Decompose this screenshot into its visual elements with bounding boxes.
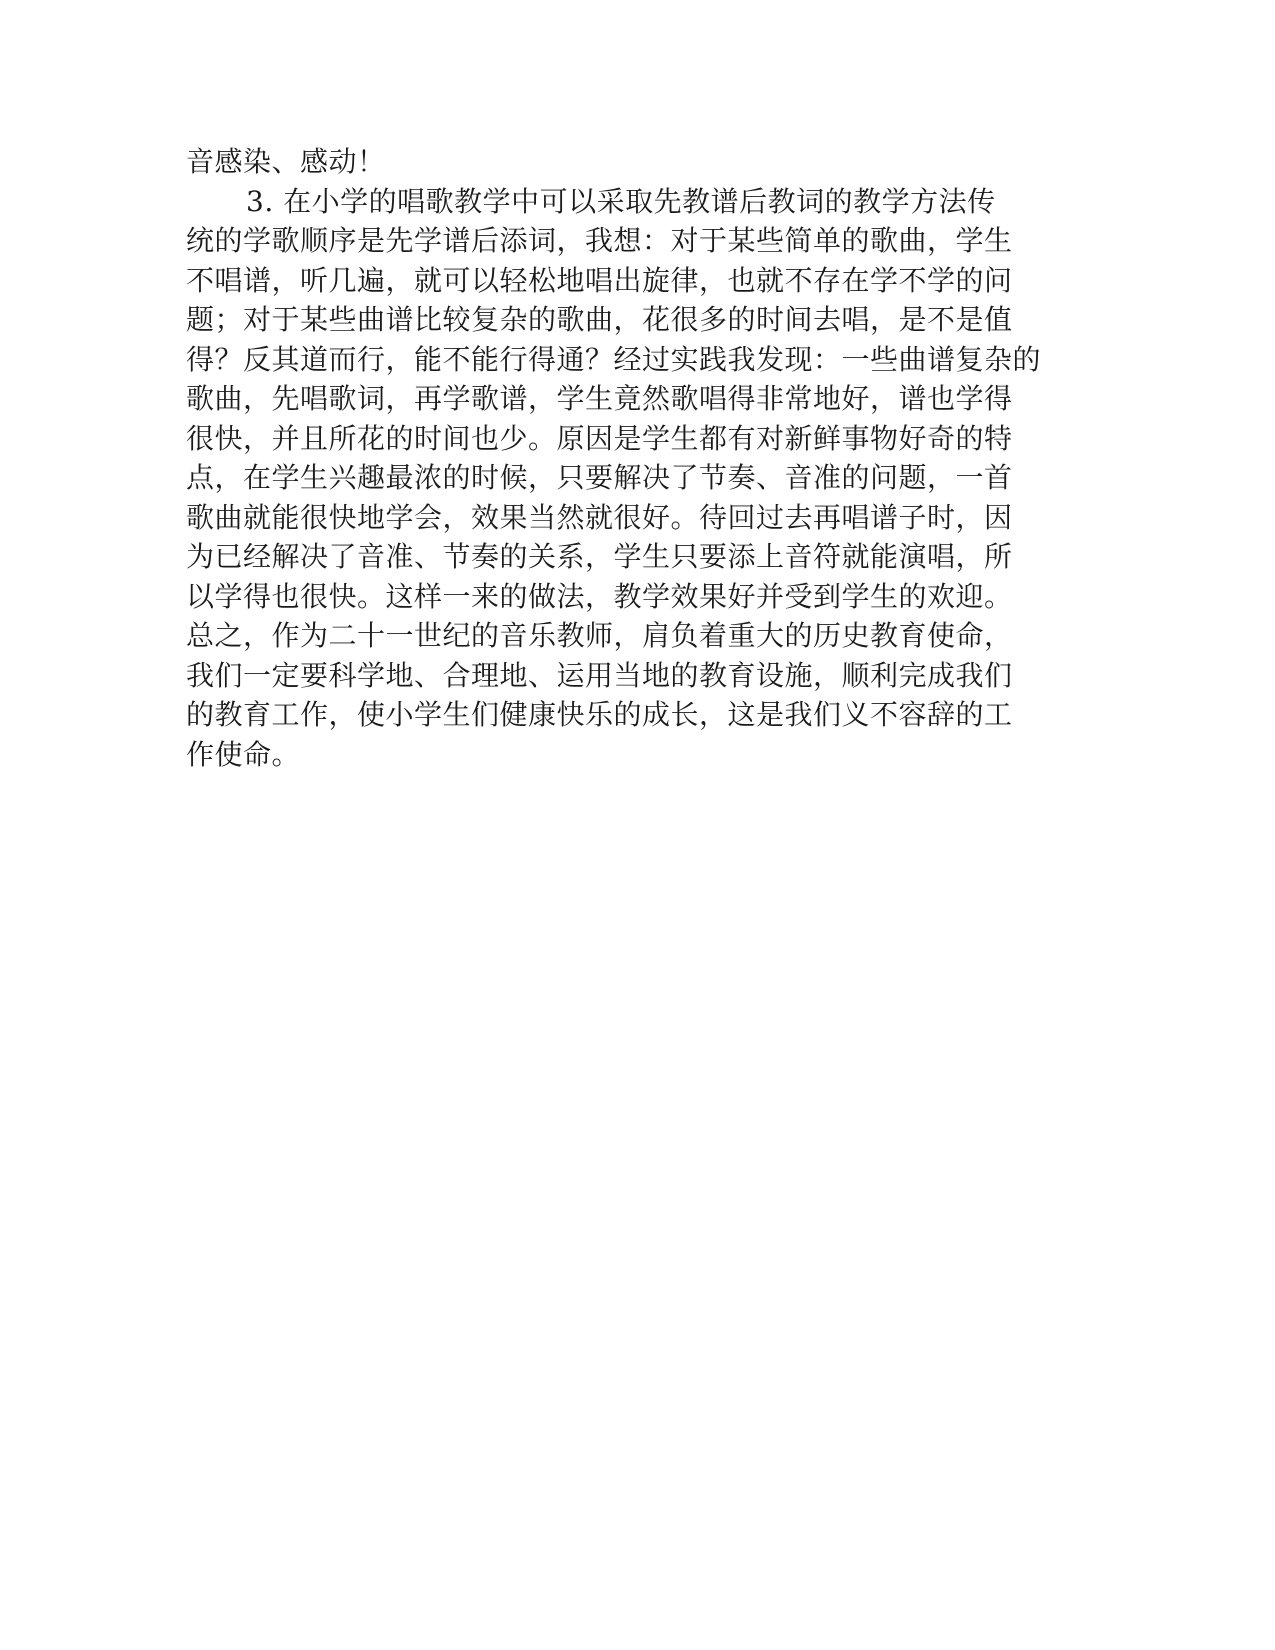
- text-line: 以学得也很快。这样一来的做法，教学效果好并受到学生的欢迎。: [186, 579, 1013, 613]
- text-line: 题；对于某些曲谱比较复杂的歌曲，花很多的时间去唱，是不是值: [186, 303, 1013, 336]
- text-line: 很快，并且所花的时间也少。原因是学生都有对新鲜事物好奇的特: [186, 421, 1013, 455]
- body-text: [186, 142, 1086, 774]
- text-line: 得？反其道而行，能不能行得通？经过实践我发现：一些曲谱复杂的: [186, 342, 1042, 376]
- text-line: 音感染、感动！: [186, 145, 386, 178]
- text-line: 为已经解决了音准、节奏的关系，学生只要添上音符就能演唱，所: [186, 540, 1013, 573]
- text-line: 统的学歌顺序是先学谱后添词，我想：对于某些简单的歌曲，学生: [186, 224, 1013, 257]
- text-line: 作使命。: [186, 737, 301, 771]
- text-line: 的教育工作，使小学生们健康快乐的成长，这是我们义不容辞的工: [186, 698, 1013, 731]
- text-line: 歌曲，先唱歌词，再学歌谱，学生竟然歌唱得非常地好，谱也学得: [186, 382, 1013, 415]
- text-line: 我们一定要科学地、合理地、运用当地的教育设施，顺利完成我们: [186, 658, 1013, 692]
- text-line: 3. 在小学的唱歌教学中可以采取先教谱后教词的教学方法传: [246, 184, 996, 218]
- text-line: 歌曲就能很快地学会，效果当然就很好。待回过去再唱谱子时，因: [186, 500, 1013, 534]
- text-line: 不唱谱，听几遍，就可以轻松地唱出旋律，也就不存在学不学的问: [186, 263, 1013, 297]
- text-line: 点，在学生兴趣最浓的时候，只要解决了节奏、音准的问题，一首: [186, 461, 1013, 494]
- text-line: 总之，作为二十一世纪的音乐教师，肩负着重大的历史教育使命，: [186, 619, 1013, 652]
